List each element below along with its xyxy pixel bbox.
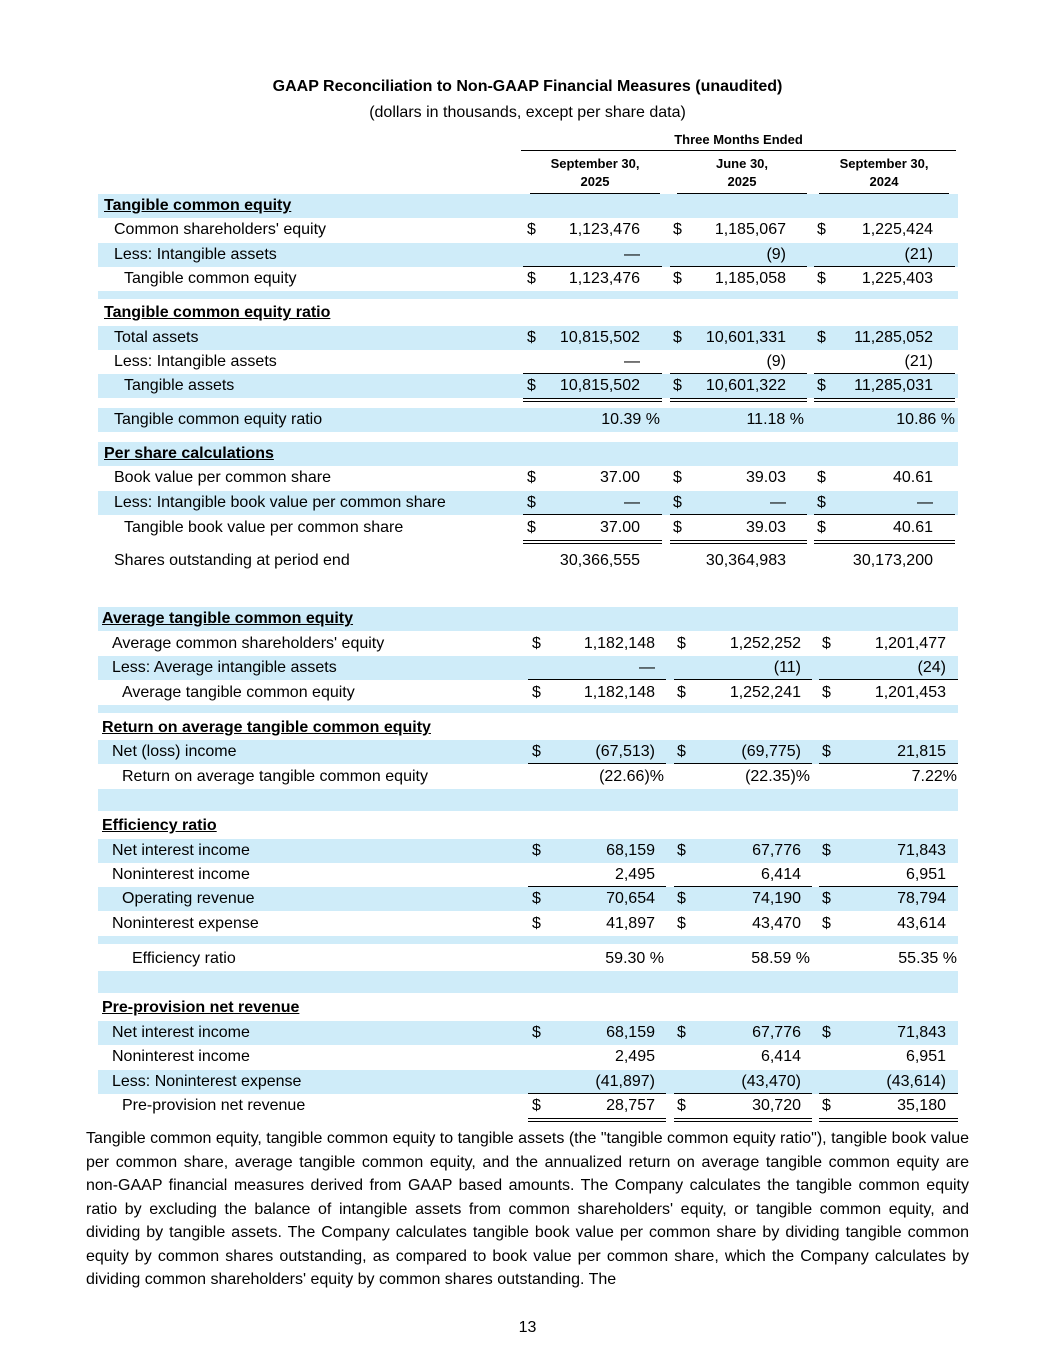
cell-value: 7.22%: [911, 768, 957, 785]
cell-value: 71,843: [897, 1024, 946, 1041]
table-row: [98, 267, 958, 291]
row-label: Efficiency ratio: [132, 950, 236, 967]
dollar-sign: $: [817, 221, 826, 238]
row-label: Less: Intangible book value per common share: [114, 494, 446, 511]
cell-value: 1,225,403: [861, 270, 933, 287]
table-row: [98, 912, 958, 936]
table-row: [98, 549, 958, 573]
cell-value: 11,285,031: [854, 377, 933, 394]
cell-value: 30,364,983: [705, 552, 786, 569]
row-label: Noninterest expense: [112, 915, 259, 932]
row-label: Tangible common equity: [124, 270, 297, 287]
cell-value: 21,815: [897, 743, 946, 760]
cell-value: 1,182,148: [583, 635, 655, 652]
section-heading-pprev: [98, 996, 958, 1020]
dollar-sign: $: [677, 890, 686, 907]
cell-value: 43,614: [897, 915, 946, 932]
cell-value: (41,897): [595, 1073, 655, 1090]
cell-value: 11.18 %: [746, 411, 804, 428]
cell-value: (22.66)%: [599, 768, 664, 785]
cell-value: 6,951: [905, 866, 946, 883]
cell-value: 10,815,502: [559, 377, 640, 394]
cell-value: 10,815,502: [559, 329, 640, 346]
table-row: [98, 408, 958, 432]
cell-value: (43,614): [886, 1073, 946, 1090]
column-header-2: [677, 155, 807, 194]
dollar-sign: $: [527, 494, 536, 511]
row-label: Average tangible common equity: [122, 684, 355, 701]
cell-value: (21): [904, 246, 933, 263]
cell-value: 6,414: [760, 866, 801, 883]
dollar-sign: $: [532, 842, 541, 859]
dollar-sign: $: [527, 329, 536, 346]
dollar-sign: $: [532, 743, 541, 760]
row-label: Noninterest income: [112, 866, 250, 883]
dollar-sign: $: [817, 377, 826, 394]
single-underline: [528, 763, 666, 764]
page-subtitle: (dollars in thousands, except per share data): [369, 104, 686, 121]
cell-value: 68,159: [606, 842, 655, 859]
cell-value: 6,414: [760, 1048, 801, 1065]
row-label: Shares outstanding at period end: [114, 552, 350, 569]
table-row: [98, 1094, 958, 1118]
cell-value: 41,897: [606, 915, 655, 932]
double-underline: [523, 398, 662, 402]
table-row: [98, 656, 958, 680]
table-row: [98, 839, 958, 863]
dollar-sign: $: [532, 635, 541, 652]
cell-value: 40.61: [892, 469, 933, 486]
dollar-sign: $: [532, 890, 541, 907]
cell-value: 28,757: [606, 1097, 655, 1114]
dollar-sign: $: [673, 221, 682, 238]
table-row: [98, 632, 958, 656]
cell-value: 71,843: [897, 842, 946, 859]
cell-value: 58.59 %: [751, 950, 810, 967]
section-heading-label: Return on average tangible common equity: [102, 719, 431, 736]
cell-value: 1,252,252: [729, 635, 801, 652]
dollar-sign: $: [527, 221, 536, 238]
row-label: Pre-provision net revenue: [122, 1097, 306, 1114]
row-label: Less: Noninterest expense: [112, 1073, 302, 1090]
cell-value: 30,720: [752, 1097, 801, 1114]
dollar-sign: $: [532, 915, 541, 932]
cell-value: 35,180: [897, 1097, 946, 1114]
dollar-sign: $: [822, 1024, 831, 1041]
row-label: Total assets: [114, 329, 199, 346]
row-label: Tangible common equity ratio: [114, 411, 323, 428]
dollar-sign: $: [817, 469, 826, 486]
row-label: Tangible book value per common share: [124, 519, 404, 536]
cell-value: 78,794: [897, 890, 946, 907]
single-underline: [674, 763, 812, 764]
explanatory-paragraph: Tangible common equity, tangible common equity to tangible assets (the "tangible common equity ratio"), tangible book value per common share, average tangible common equity, and the annualized return on average tangible common equity are non-GAAP financial measures derived from GAAP based amounts. The Company calculates the tangible common equity ratio by excluding the balance of intangible assets from common shareholders' equity, or tangible common equity, and dividing by tangible assets. The Company calculates tangible book value per common share by dividing tangible common equity by common shares outstanding, as compared to book value per common share, which the Company calculates by dividing common shareholders' equity by common shares outstanding. The: [86, 1130, 969, 1288]
dollar-sign: $: [677, 635, 686, 652]
table-row: [98, 326, 958, 350]
cell-value: 43,470: [752, 915, 801, 932]
table-row: [98, 243, 958, 267]
dollar-sign: $: [527, 377, 536, 394]
single-underline: [523, 514, 662, 515]
cell-value: —: [639, 659, 655, 676]
cell-value: 10,601,322: [705, 377, 786, 394]
section-heading-efficiency: [98, 814, 958, 838]
section-heading-label: Tangible common equity ratio: [104, 304, 331, 321]
cell-value: —: [624, 494, 640, 511]
row-label: Less: Average intangible assets: [112, 659, 337, 676]
dollar-sign: $: [527, 270, 536, 287]
section-heading-label: Per share calculations: [104, 445, 274, 462]
dollar-sign: $: [532, 1024, 541, 1041]
cell-value: (69,775): [741, 743, 801, 760]
section-heading-label: Average tangible common equity: [102, 610, 354, 627]
cell-value: —: [624, 246, 640, 263]
section-heading-per_share: [98, 442, 958, 466]
table-row: [98, 765, 958, 789]
double-underline: [814, 398, 955, 402]
row-label: Net interest income: [112, 842, 250, 859]
cell-value: (9): [766, 353, 786, 370]
row-label: Net interest income: [112, 1024, 250, 1041]
dollar-sign: $: [673, 329, 682, 346]
cell-value: 74,190: [752, 890, 801, 907]
cell-value: 10,601,331: [705, 329, 786, 346]
cell-value: —: [770, 494, 786, 511]
dollar-sign: $: [817, 270, 826, 287]
dollar-sign: $: [673, 494, 682, 511]
dollar-sign: $: [677, 684, 686, 701]
cell-value: 70,654: [606, 890, 655, 907]
cell-value: (67,513): [595, 743, 655, 760]
section-heading-tce_ratio: [98, 301, 958, 325]
row-label: Book value per common share: [114, 469, 331, 486]
cell-value: 1,182,148: [583, 684, 655, 701]
single-underline: [819, 763, 958, 764]
row-label: Operating revenue: [122, 890, 255, 907]
column-header-2-year: 2025: [727, 174, 757, 189]
dollar-sign: $: [677, 1097, 686, 1114]
cell-value: 10.86 %: [896, 411, 955, 428]
table-row: [98, 887, 958, 911]
dollar-sign: $: [822, 890, 831, 907]
cell-value: 1,185,058: [714, 270, 786, 287]
cell-value: 1,225,424: [861, 221, 933, 238]
column-header-3-year: 2024: [869, 174, 899, 189]
section-heading-label: Tangible common equity: [104, 197, 292, 214]
row-label: Less: Intangible assets: [114, 353, 277, 370]
band-spacer: [98, 789, 958, 811]
band-spacer: [98, 705, 958, 713]
cell-value: 1,123,476: [568, 221, 640, 238]
cell-value: 67,776: [752, 1024, 801, 1041]
table-row: [98, 491, 958, 515]
single-underline: [528, 679, 666, 680]
table-row: [98, 740, 958, 764]
double-underline: [523, 540, 662, 544]
band-spacer: [98, 291, 958, 299]
cell-value: 11,285,052: [854, 329, 933, 346]
cell-value: 1,185,067: [714, 221, 786, 238]
dollar-sign: $: [677, 915, 686, 932]
cell-value: 37.00: [599, 469, 640, 486]
dollar-sign: $: [822, 635, 831, 652]
cell-value: (21): [904, 353, 933, 370]
row-label: Average common shareholders' equity: [112, 635, 385, 652]
cell-value: 1,252,241: [729, 684, 801, 701]
column-header-3-line1: September 30,: [839, 156, 929, 171]
dollar-sign: $: [673, 377, 682, 394]
table-row: [98, 947, 958, 971]
cell-value: 2,495: [614, 1048, 655, 1065]
cell-value: 30,173,200: [852, 552, 933, 569]
dollar-sign: $: [673, 519, 682, 536]
dollar-sign: $: [817, 329, 826, 346]
cell-value: 39.03: [745, 469, 786, 486]
band-spacer: [98, 971, 958, 993]
cell-value: 1,123,476: [568, 270, 640, 287]
cell-value: 1,201,453: [874, 684, 946, 701]
section-heading-rotce: [98, 716, 958, 740]
dollar-sign: $: [677, 743, 686, 760]
cell-value: 55.35 %: [898, 950, 957, 967]
row-label: Tangible assets: [124, 377, 235, 394]
column-header-1-year: 2025: [580, 174, 610, 189]
cell-value: —: [917, 494, 933, 511]
cell-value: 67,776: [752, 842, 801, 859]
cell-value: 1,201,477: [874, 635, 946, 652]
table-row: [98, 1021, 958, 1045]
double-underline: [819, 1118, 958, 1122]
cell-value: 37.00: [599, 519, 640, 536]
table-row: [98, 681, 958, 705]
column-header-1: [530, 155, 660, 194]
row-label: Less: Intangible assets: [114, 246, 277, 263]
table-row: [98, 466, 958, 490]
dollar-sign: $: [817, 494, 826, 511]
cell-value: 68,159: [606, 1024, 655, 1041]
row-label: Net (loss) income: [112, 743, 237, 760]
single-underline: [670, 514, 807, 515]
page-number: 13: [518, 1319, 537, 1336]
section-heading-tce: [98, 194, 958, 218]
cell-value: (9): [766, 246, 786, 263]
row-label: Noninterest income: [112, 1048, 250, 1065]
section-heading-avg_tce: [98, 607, 958, 631]
dollar-sign: $: [822, 842, 831, 859]
dollar-sign: $: [817, 519, 826, 536]
double-underline: [670, 398, 807, 402]
double-underline: [670, 540, 807, 544]
cell-value: (11): [773, 659, 801, 676]
period-header: Three Months Ended: [521, 132, 956, 151]
section-heading-label: Pre-provision net revenue: [102, 999, 300, 1016]
dollar-sign: $: [677, 842, 686, 859]
cell-value: (43,470): [741, 1073, 801, 1090]
table-row: [98, 1070, 958, 1094]
single-underline: [814, 514, 955, 515]
cell-value: 40.61: [892, 519, 933, 536]
table-row: [98, 516, 958, 540]
double-underline: [528, 1118, 666, 1122]
band-spacer: [98, 936, 958, 944]
double-underline: [674, 1118, 812, 1122]
dollar-sign: $: [673, 469, 682, 486]
cell-value: 30,366,555: [559, 552, 640, 569]
cell-value: 39.03: [745, 519, 786, 536]
column-header-2-line1: June 30,: [715, 156, 769, 171]
dollar-sign: $: [677, 1024, 686, 1041]
single-underline: [819, 679, 958, 680]
dollar-sign: $: [532, 1097, 541, 1114]
dollar-sign: $: [527, 469, 536, 486]
cell-value: 6,951: [905, 1048, 946, 1065]
single-underline: [674, 679, 812, 680]
table-row: [98, 374, 958, 398]
dollar-sign: $: [527, 519, 536, 536]
table-row: [98, 863, 958, 887]
double-underline: [814, 540, 955, 544]
dollar-sign: $: [822, 743, 831, 760]
table-row: [98, 1045, 958, 1069]
dollar-sign: $: [822, 684, 831, 701]
row-label: Return on average tangible common equity: [122, 768, 428, 785]
table-row: [98, 218, 958, 242]
dollar-sign: $: [822, 915, 831, 932]
cell-value: 10.39 %: [601, 411, 660, 428]
cell-value: 2,495: [614, 866, 655, 883]
dollar-sign: $: [673, 270, 682, 287]
table-row: [98, 350, 958, 374]
page-title: GAAP Reconciliation to Non-GAAP Financial Measures (unaudited): [272, 78, 783, 95]
cell-value: (24): [917, 659, 946, 676]
section-heading-label: Efficiency ratio: [102, 817, 217, 834]
column-header-3: [819, 155, 949, 194]
dollar-sign: $: [532, 684, 541, 701]
row-label: Common shareholders' equity: [114, 221, 327, 238]
cell-value: (22.35)%: [745, 768, 810, 785]
cell-value: 59.30 %: [605, 950, 664, 967]
column-header-1-line1: September 30,: [550, 156, 640, 171]
dollar-sign: $: [822, 1097, 831, 1114]
cell-value: —: [624, 353, 640, 370]
